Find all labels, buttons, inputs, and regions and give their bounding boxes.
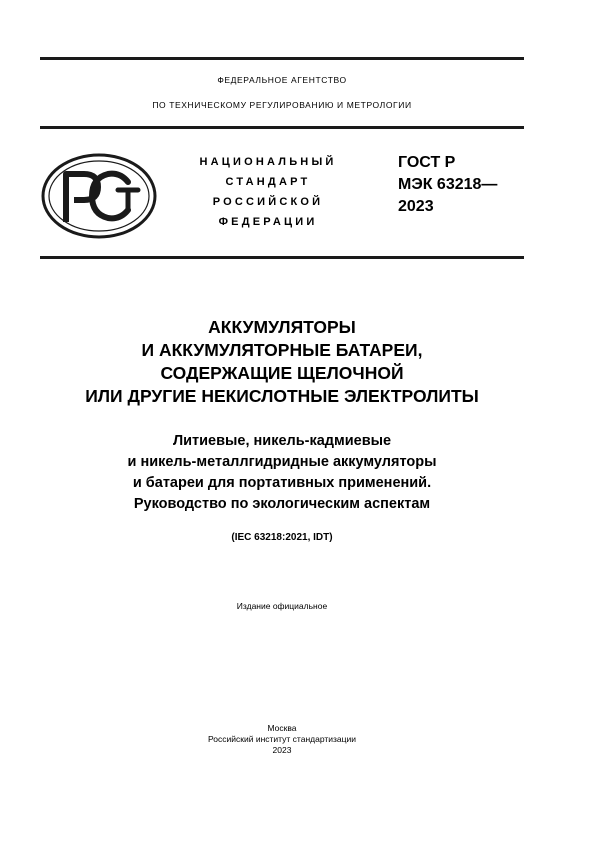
document-title [30, 316, 534, 408]
rst-logo-icon [40, 152, 158, 240]
title-line-4: ИЛИ ДРУГИЕ НЕКИСЛОТНЫЕ ЭЛЕКТРОЛИТЫ [85, 386, 479, 406]
national-standard-label [168, 152, 368, 232]
agency-line-1: ФЕДЕРАЛЬНОЕ АГЕНТСТВО [217, 75, 347, 85]
national-standard-line-4: ФЕДЕРАЦИИ [218, 216, 318, 228]
standard-designation [398, 152, 528, 218]
national-standard-line-3: РОССИЙСКОЙ [212, 196, 324, 208]
upper-rule [40, 126, 524, 129]
title-line-2: И АККУМУЛЯТОРНЫЕ БАТАРЕИ, [141, 340, 423, 360]
designation-line-2: МЭК 63218— [398, 176, 498, 193]
top-rule [40, 57, 524, 60]
title-line-3: СОДЕРЖАЩИЕ ЩЕЛОЧНОЙ [160, 363, 404, 383]
imprint [30, 723, 534, 756]
subtitle-line-4: Руководство по экологическим аспектам [133, 496, 431, 512]
designation-line-1: ГОСТ Р [398, 154, 456, 171]
designation-line-3: 2023 [398, 198, 434, 215]
document-subtitle [30, 431, 534, 515]
imprint-city: Москва [267, 723, 297, 733]
national-standard-line-2: СТАНДАРТ [225, 176, 311, 188]
agency-line-2: ПО ТЕХНИЧЕСКОМУ РЕГУЛИРОВАНИЮ И МЕТРОЛОГИИ [152, 100, 412, 110]
subtitle-line-2: и никель-металлгидридные аккумуляторы [127, 454, 437, 470]
subtitle-line-3: и батареи для портативных применений. [132, 475, 432, 491]
imprint-year: 2023 [272, 745, 292, 755]
title-line-1: АККУМУЛЯТОРЫ [208, 317, 356, 337]
imprint-publisher: Российский институт стандартизации [208, 734, 356, 744]
subtitle-line-1: Литиевые, никель-кадмиевые [172, 433, 392, 449]
national-standard-line-1: НАЦИОНАЛЬНЫЙ [199, 156, 337, 168]
iec-reference: (IEC 63218:2021, IDT) [231, 532, 333, 543]
edition-label: Издание официальное [236, 601, 328, 611]
lower-rule [40, 256, 524, 259]
